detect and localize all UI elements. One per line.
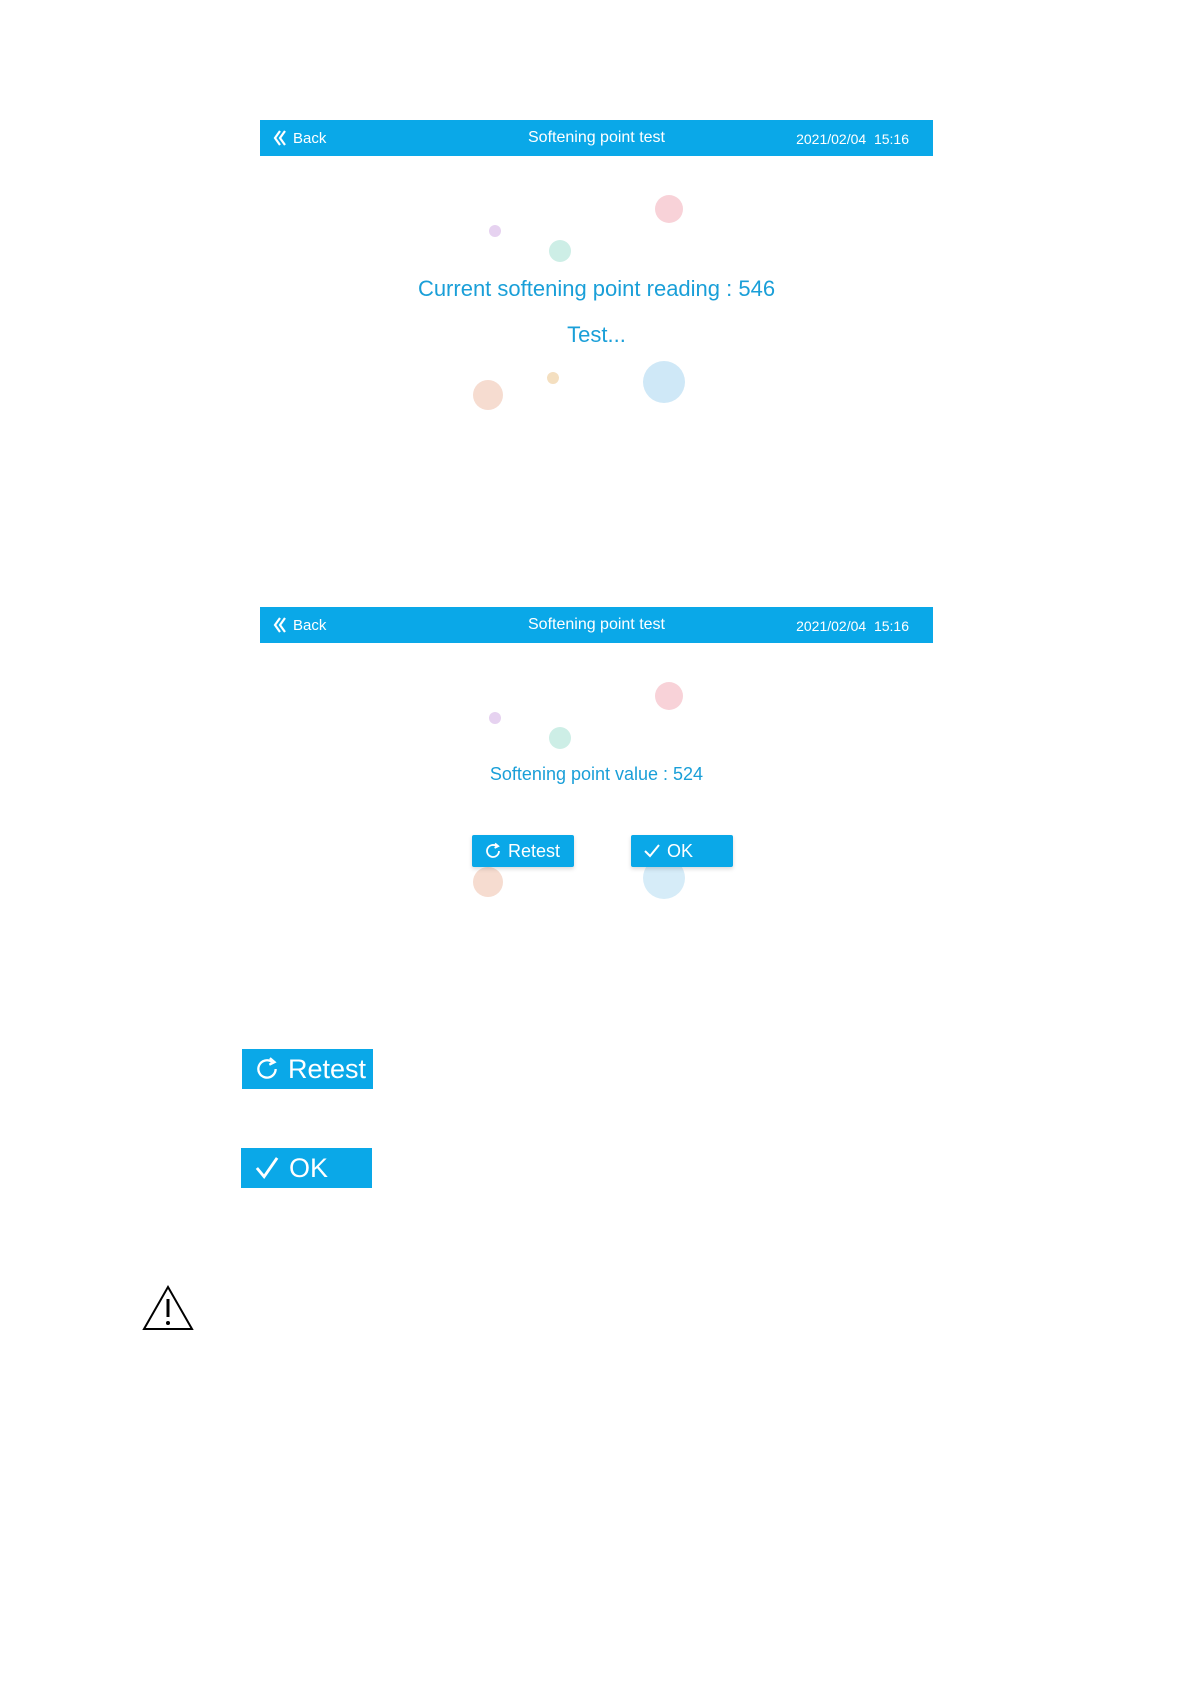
ok-label: OK — [667, 840, 694, 861]
ok-label: OK — [289, 1152, 329, 1183]
datetime: 2021/02/04 15:16 — [796, 131, 909, 147]
current-reading: Current softening point reading : 546 — [417, 276, 776, 301]
page-title: Softening point test — [528, 616, 665, 633]
back-chevron-icon — [273, 129, 287, 147]
retest-label: Retest — [288, 1053, 367, 1084]
decor-bubble — [643, 361, 685, 403]
test-status: Test... — [567, 322, 626, 347]
softening-point-value: Softening point value : 524 — [489, 764, 704, 784]
warning-icon — [142, 1285, 194, 1331]
ok-button[interactable] — [631, 835, 733, 867]
check-icon — [643, 842, 661, 860]
datetime: 2021/02/04 15:16 — [796, 618, 909, 634]
title-bar — [260, 607, 933, 643]
decor-bubble — [549, 240, 571, 262]
refresh-icon — [484, 842, 502, 860]
decor-bubble — [473, 867, 503, 897]
test-screen — [260, 120, 933, 480]
decor-bubble — [549, 727, 571, 749]
title-bar — [260, 120, 933, 156]
page-title: Softening point test — [528, 129, 665, 146]
refresh-icon — [254, 1056, 280, 1082]
result-screen — [260, 607, 933, 927]
back-button[interactable] — [273, 607, 326, 643]
decor-bubble — [547, 372, 559, 384]
retest-button-legend[interactable] — [242, 1049, 373, 1089]
decor-bubble — [655, 682, 683, 710]
back-chevron-icon — [273, 616, 287, 634]
retest-button[interactable] — [472, 835, 574, 867]
back-button[interactable] — [273, 120, 326, 156]
decor-bubble — [489, 225, 501, 237]
ok-button-legend[interactable] — [241, 1148, 372, 1188]
decor-bubble — [489, 712, 501, 724]
retest-label: Retest — [508, 840, 561, 861]
decor-bubble — [655, 195, 683, 223]
back-label: Back — [293, 616, 327, 634]
decor-bubble — [473, 380, 503, 410]
back-label: Back — [293, 129, 327, 147]
check-icon — [253, 1155, 281, 1181]
